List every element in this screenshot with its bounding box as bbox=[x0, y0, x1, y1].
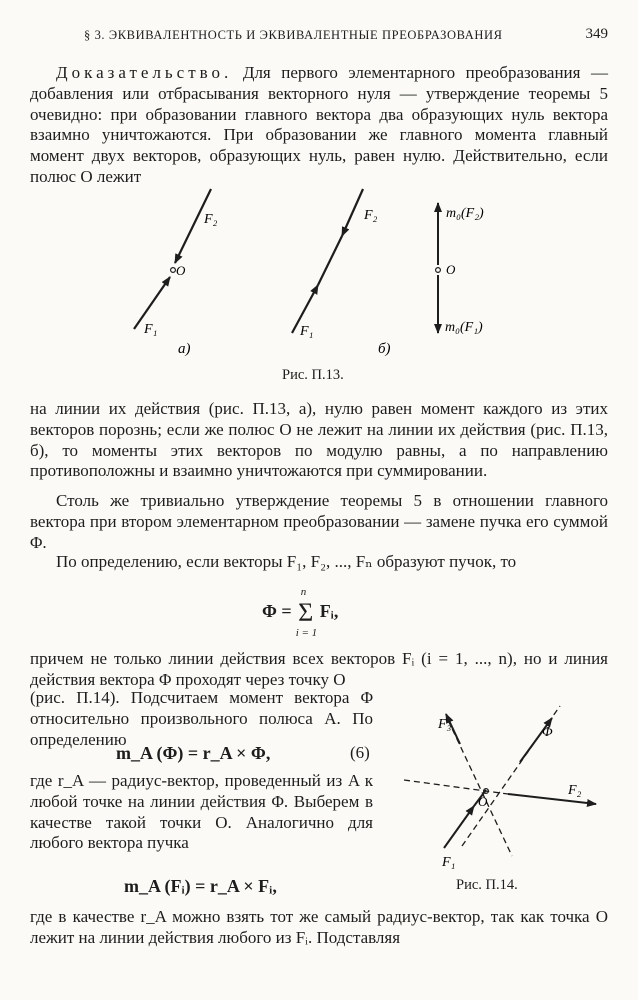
figure-p13-b bbox=[292, 189, 391, 357]
label-f1-b: F₁ bbox=[300, 324, 314, 339]
label-m0-f1: m₀(F₁) bbox=[445, 320, 483, 335]
figure-p13-caption: Рис. П.13. bbox=[282, 367, 344, 383]
formula-sum bbox=[262, 586, 339, 639]
formula-moment-phi: m_A (Φ) = r_A × Φ, bbox=[116, 743, 271, 763]
label-o-a: O bbox=[176, 263, 186, 278]
figure-p13 bbox=[120, 183, 520, 363]
sum-upper-limit: n bbox=[300, 586, 307, 598]
formula-moment-fi: m_A (Fᵢ) = r_A × Fᵢ, bbox=[124, 876, 277, 896]
sigma-symbol: Σ bbox=[298, 598, 314, 627]
section-title: § 3. ЭКВИВАЛЕНТНОСТЬ И ЭКВИВАЛЕНТНЫЕ ПРЕОБРАЗОВАНИЯ bbox=[84, 28, 503, 42]
label-f2: F₂ bbox=[568, 783, 582, 798]
formula-sum-rhs: Fᵢ, bbox=[319, 601, 339, 622]
vector-f2-b bbox=[342, 189, 363, 236]
vector-f1 bbox=[444, 806, 474, 848]
label-f2-b: F₂ bbox=[364, 208, 378, 223]
paragraph-6: (рис. П.14). Подсчитаем момент вектора Φ относительно произвольного полюса A. По определению bbox=[30, 688, 373, 749]
line-of-action-b bbox=[318, 236, 342, 285]
paragraph-3-text: Столь же тривиально утверждение теоремы 5 в отношении главного вектора при втором элементарном преобразовании — замене пучка его суммой Φ. bbox=[30, 491, 608, 552]
label-f1-a: F₁ bbox=[144, 322, 158, 337]
pole-o-c bbox=[436, 268, 441, 273]
proof-text: Для первого элементарного преобразования — добавления или отбрасывания векторного нуля — утверждение теоремы 5 очевидно: при образовании главного вектора два образующих нуль вектора взаимно уничтожаются. При образовании же главного момента главный момент двух векторов, образующих нуль, равен нулю. Действительно, если полюс O лежит bbox=[30, 63, 608, 186]
paragraph-4-text: По определению, если векторы F₁, F₂, ..., Fₙ образуют пучок, то bbox=[56, 552, 517, 571]
running-header bbox=[84, 26, 608, 46]
proof-lead: Доказательство. bbox=[56, 63, 233, 82]
label-f1: F₁ bbox=[442, 855, 456, 870]
label-o-c: O bbox=[446, 262, 456, 277]
paragraph-7: где r_A — радиус-вектор, проведенный из A к любой точке на линии действия Φ. Выберем в качестве такой точки O. Аналогично для любого вектора пучка bbox=[30, 771, 373, 853]
label-f3: F₃ bbox=[438, 717, 452, 732]
sublabel-b: б) bbox=[378, 341, 391, 357]
paragraph-3 bbox=[30, 491, 608, 553]
line-of-action-f2 bbox=[404, 780, 508, 794]
formula-number: (6) bbox=[350, 743, 370, 762]
label-phi: Φ bbox=[542, 725, 553, 740]
label-f2-a: F₂ bbox=[204, 212, 218, 227]
formula-sum-lhs: Φ = bbox=[262, 601, 292, 622]
pole-o-a bbox=[171, 268, 176, 273]
figure-p13-a bbox=[134, 189, 218, 357]
summation-sign bbox=[294, 586, 318, 639]
paragraph-4 bbox=[30, 552, 608, 573]
sum-lower-limit: i = 1 bbox=[295, 627, 318, 639]
figure-p14-caption: Рис. П.14. bbox=[456, 877, 518, 893]
figure-p13-c bbox=[436, 203, 484, 335]
sublabel-a: а) bbox=[178, 341, 191, 357]
label-o: O bbox=[478, 794, 488, 809]
paragraph-proof bbox=[30, 63, 608, 188]
paragraph-2: на линии их действия (рис. П.13, а), нулю равен момент каждого из этих векторов порознь; если же полюс O не лежит на линии их действия (рис. П.13, б), то моменты этих векторов по модулю равны, а по направлению противоположны и взаимно уничтожаются при суммировании. bbox=[30, 399, 608, 481]
label-m0-f2: m₀(F₂) bbox=[446, 206, 484, 221]
paragraph-8: где в качестве r_A можно взять тот же самый радиус-вектор, так как точка O лежит на линии действия любого из Fᵢ. Подставляя bbox=[30, 907, 608, 947]
page-number: 349 bbox=[585, 26, 608, 42]
paragraph-5: причем не только линии действия всех векторов Fᵢ (i = 1, ..., n), но и линия действия вектора Φ проходят через точку O bbox=[30, 649, 608, 689]
vector-f2 bbox=[508, 794, 596, 804]
figure-p14 bbox=[400, 698, 610, 876]
